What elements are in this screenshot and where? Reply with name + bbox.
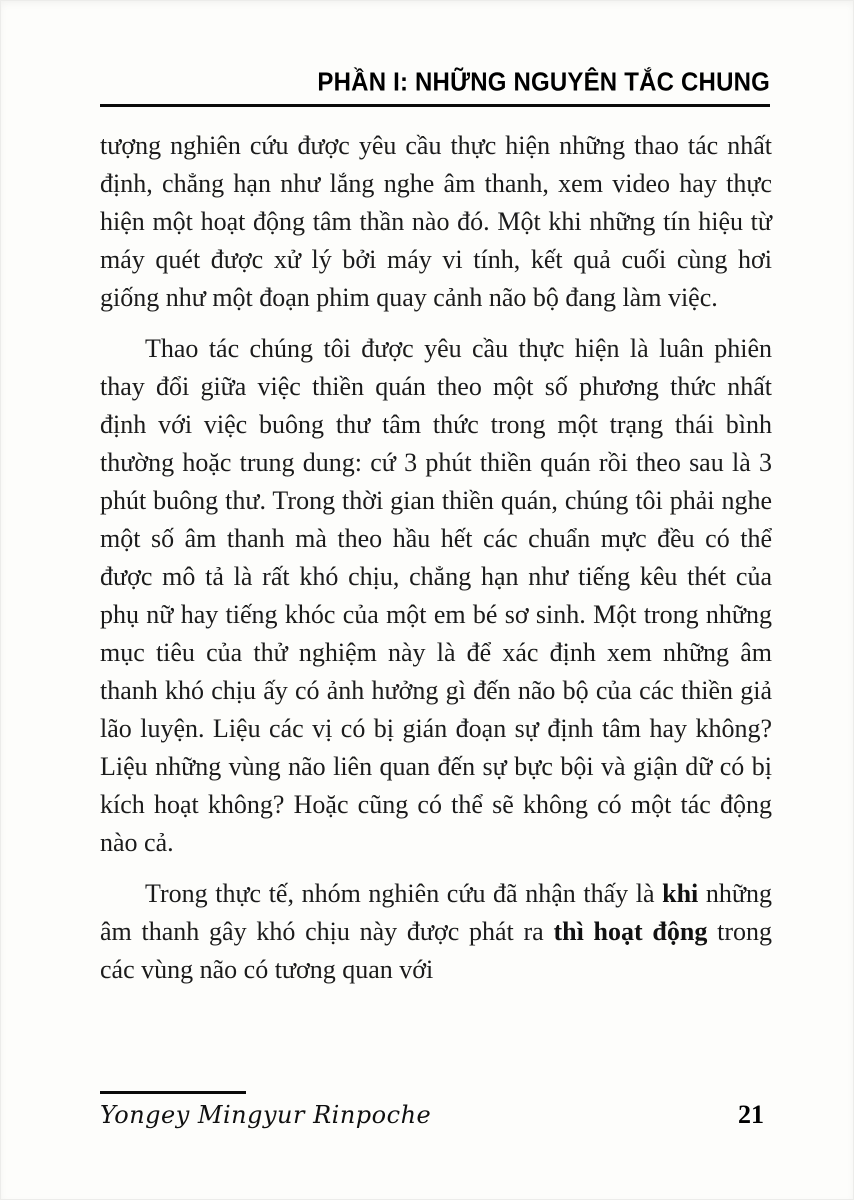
header-divider	[100, 104, 770, 107]
chapter-title: PHẦN I: NHỮNG NGUYÊN TẮC CHUNG	[317, 68, 770, 98]
page-footer	[100, 1100, 764, 1130]
emphasized-text: khi	[662, 879, 699, 908]
paragraph-text: Trong thực tế, nhóm nghiên cứu đã nhận thấy là	[145, 879, 663, 908]
paragraph: tượng nghiên cứu được yêu cầu thực hiện những thao tác nhất định, chẳng hạn như lắng nghe âm thanh, xem video hay thực hiện một hoạt động tâm thần nào đó. Một khi những tín hiệu từ máy quét được xử lý bởi máy vi tính, kết quả cuối cùng hơi giống như một đoạn phim quay cảnh não bộ đang làm việc.	[100, 131, 772, 312]
footer-divider	[100, 1091, 246, 1094]
emphasized-text: thì hoạt động	[553, 917, 708, 946]
paragraph-text: trong các vùng não có tương quan với	[100, 917, 772, 984]
page-number: 21	[738, 1100, 764, 1129]
paragraph	[100, 875, 772, 989]
paragraph: Thao tác chúng tôi được yêu cầu thực hiện là luân phiên thay đổi giữa việc thiền quán theo một số phương thức nhất định với việc buông thư tâm thức trong một trạng thái bình thường hoặc trung dung: cứ 3 phút thiền quán rồi theo sau là 3 phút buông thư. Trong thời gian thiền quán, chúng tôi phải nghe một số âm thanh mà theo hầu hết các chuẩn mực đều có thể được mô tả là rất khó chịu, chẳng hạn như tiếng kêu thét của phụ nữ hay tiếng khóc của một em bé sơ sinh. Một trong những mục tiêu của thử nghiệm này là để xác định xem những âm thanh khó chịu ấy có ảnh hưởng gì đến não bộ của các thiền giả lão luyện. Liệu các vị có bị gián đoạn sự định tâm hay không? Liệu những vùng não liên quan đến sự bực bội và giận dữ có bị kích hoạt không? Hoặc cũng có thể sẽ không có một tác động nào cả.	[100, 334, 772, 857]
page-body	[100, 127, 772, 1002]
paragraph-text: những âm thanh gây khó chịu này được phát ra	[100, 879, 772, 946]
author-name: Yongey Mingyur Rinpoche	[100, 1101, 432, 1129]
